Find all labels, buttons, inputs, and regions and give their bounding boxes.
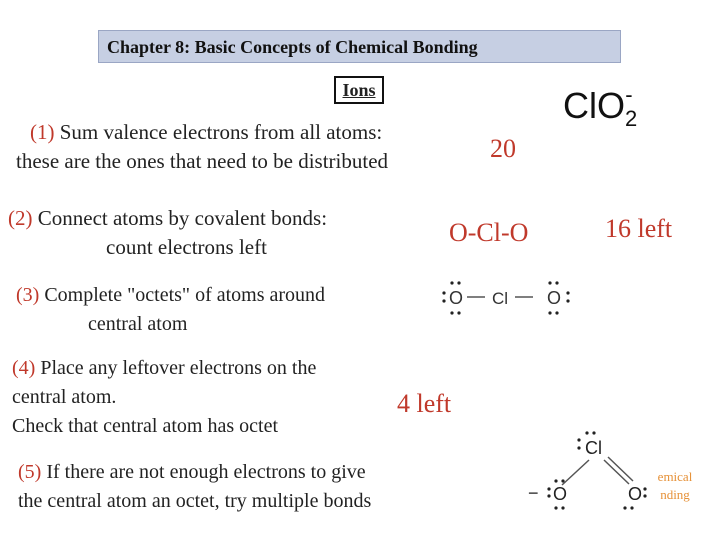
watermark-line2: nding	[660, 487, 690, 502]
step-2-line2: count electrons left	[106, 235, 267, 259]
step-5-line1: If there are not enough electrons to give	[41, 461, 366, 483]
step-1-line1: Sum valence electrons from all atoms:	[54, 120, 383, 144]
step-4	[12, 354, 412, 441]
step-2-line1: Connect atoms by covalent bonds:	[32, 206, 328, 230]
step-4-number: (4)	[12, 357, 36, 379]
step-2-structure: O-Cl-O	[449, 218, 529, 247]
step-1-line2: these are the ones that need to be distributed	[16, 149, 389, 173]
lewis-multiple-bond-diagram	[522, 428, 657, 514]
chlorite-formula	[563, 82, 638, 132]
step-3-line2: central atom	[88, 313, 188, 335]
diagram2-minus: −	[528, 483, 539, 503]
diagram2-oxygen-right: O	[628, 484, 643, 504]
step-4-line2: central atom.	[12, 386, 117, 408]
step-2-value: 16 left	[605, 214, 673, 243]
chapter-title: Chapter 8: Basic Concepts of Chemical Bonding	[107, 37, 478, 57]
diagram2-oxygen-left: O	[553, 484, 568, 504]
diagram1-chlorine: Cl	[492, 289, 509, 308]
step-4-value: 4 left	[397, 389, 452, 418]
step-5-line2: the central atom an octet, try multiple bonds	[18, 490, 372, 512]
diagram2-chlorine: Cl	[585, 438, 602, 458]
step-3-line1: Complete "octets" of atoms around	[39, 284, 326, 306]
step-1-value: 20	[490, 134, 516, 163]
formula-subscript: 2	[625, 106, 638, 131]
step-3	[16, 281, 416, 339]
step-2	[8, 204, 408, 262]
step-1-number: (1)	[30, 120, 55, 144]
step-4-line3: Check that central atom has octet	[12, 415, 279, 437]
step-1	[16, 118, 466, 176]
lewis-octet-diagram	[437, 276, 577, 322]
step-2-number: (2)	[8, 206, 33, 230]
step-5	[18, 458, 458, 516]
chapter-header	[98, 30, 621, 63]
formula-base: ClO	[563, 85, 625, 126]
diagram1-oxygen-left: O	[449, 288, 464, 308]
step-4-line1: Place any leftover electrons on the	[35, 357, 317, 379]
step-5-number: (5)	[18, 461, 42, 483]
watermark-line1: emical	[657, 469, 693, 484]
ions-label: Ions	[334, 76, 384, 104]
formula-charge: -	[625, 82, 633, 107]
watermark-stamp	[640, 468, 710, 504]
step-3-number: (3)	[16, 284, 40, 306]
diagram1-oxygen-right: O	[547, 288, 562, 308]
